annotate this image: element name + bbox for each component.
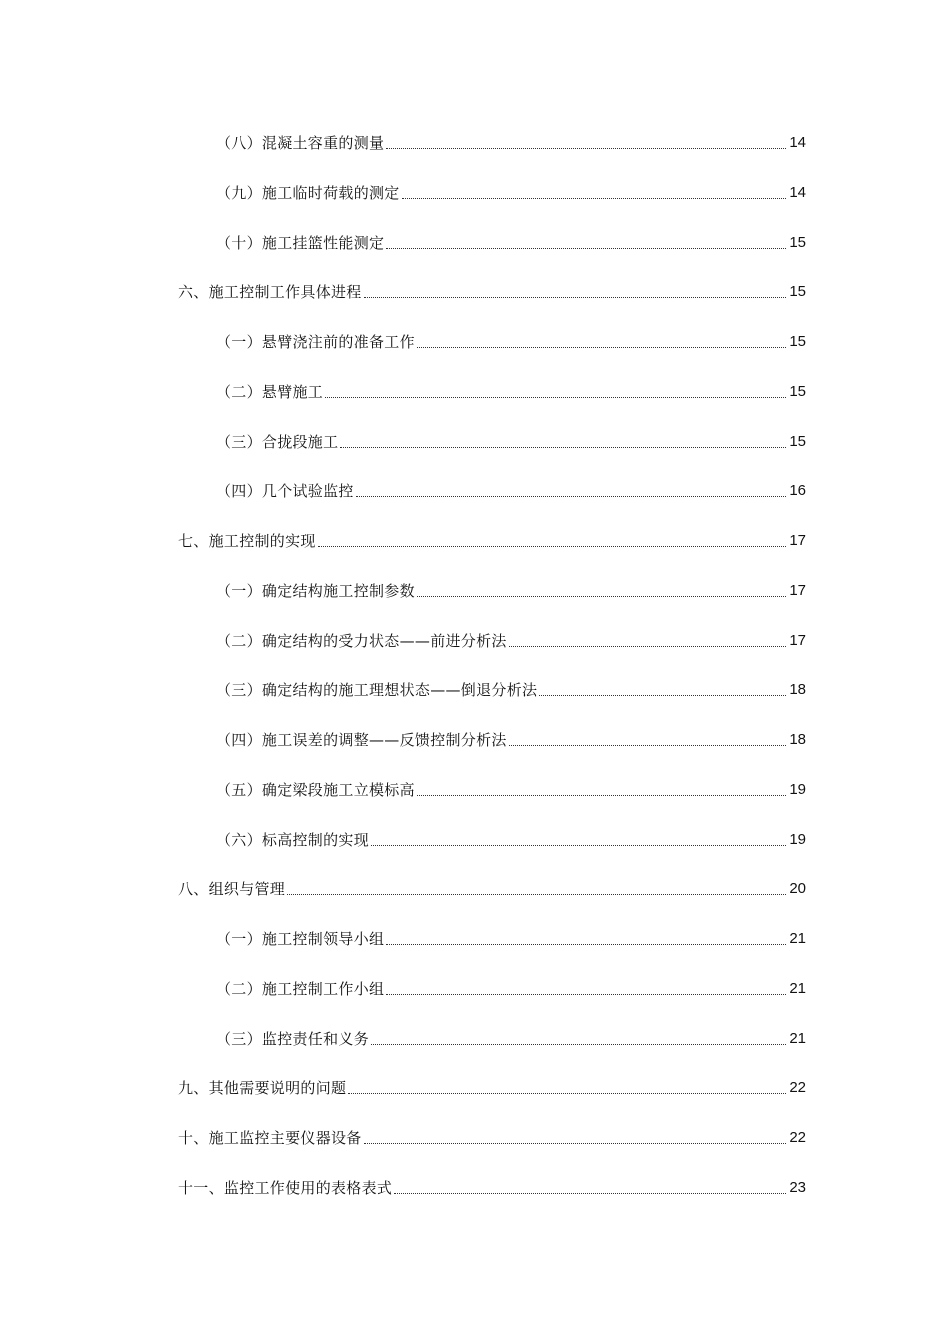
toc-entry-page-number: 21 [789, 980, 806, 997]
dot-leader [386, 980, 786, 998]
toc-entry[interactable] [216, 327, 806, 351]
toc-entry-page-number: 14 [789, 134, 806, 151]
toc-entry[interactable] [178, 277, 806, 301]
toc-entry[interactable] [216, 725, 806, 749]
dot-leader [417, 582, 786, 600]
toc-entry-label: （三）合拢段施工 [216, 433, 339, 451]
toc-entry[interactable] [216, 377, 806, 401]
toc-entry-page-number: 19 [789, 781, 806, 798]
toc-entry-label: （一）悬臂浇注前的准备工作 [216, 333, 415, 351]
toc-entry[interactable] [216, 825, 806, 849]
toc-entry[interactable] [216, 1024, 806, 1048]
toc-entry-label: （一）施工控制领导小组 [216, 930, 385, 948]
toc-entry[interactable] [178, 1173, 806, 1197]
dot-leader [371, 1030, 786, 1048]
toc-entry-page-number: 21 [789, 1030, 806, 1047]
dot-leader [325, 383, 786, 401]
dot-leader [417, 781, 786, 799]
toc-entry-page-number: 15 [789, 433, 806, 450]
toc-entry-page-number: 22 [789, 1079, 806, 1096]
toc-entry-label: （十）施工挂篮性能测定 [216, 234, 385, 252]
toc-entry-page-number: 15 [789, 234, 806, 251]
dot-leader [356, 482, 787, 500]
toc-entry-page-number: 14 [789, 184, 806, 201]
toc-entry-page-number: 19 [789, 831, 806, 848]
dot-leader [287, 880, 786, 898]
toc-entry-page-number: 17 [789, 532, 806, 549]
dot-leader [509, 731, 787, 749]
toc-entry[interactable] [216, 576, 806, 600]
toc-entry-label: 七、施工控制的实现 [178, 532, 316, 550]
toc-entry-page-number: 21 [789, 930, 806, 947]
dot-leader [364, 1129, 787, 1147]
toc-entry-page-number: 16 [789, 482, 806, 499]
toc-entry-label: （二）确定结构的受力状态——前进分析法 [216, 632, 507, 650]
dot-leader [318, 532, 787, 550]
toc-entry[interactable] [216, 128, 806, 152]
dot-leader [364, 283, 787, 301]
toc-entry-page-number: 20 [789, 880, 806, 897]
toc-entry[interactable] [178, 874, 806, 898]
toc-entry-label: 六、施工控制工作具体进程 [178, 283, 362, 301]
toc-entry-label: （五）确定梁段施工立模标高 [216, 781, 415, 799]
toc-entry[interactable] [216, 626, 806, 650]
toc-entry-label: （八）混凝土容重的测量 [216, 134, 385, 152]
toc-entry-page-number: 18 [789, 681, 806, 698]
toc-entry[interactable] [178, 526, 806, 550]
toc-entry-label: 九、其他需要说明的问题 [178, 1079, 347, 1097]
dot-leader [348, 1079, 786, 1097]
dot-leader [539, 681, 786, 699]
toc-entry[interactable] [216, 178, 806, 202]
toc-entry[interactable] [216, 974, 806, 998]
toc-entry[interactable] [216, 228, 806, 252]
dot-leader [509, 632, 787, 650]
toc-entry[interactable] [216, 427, 806, 451]
toc-entry-label: 八、组织与管理 [178, 880, 286, 898]
toc-entry[interactable] [178, 1123, 806, 1147]
toc-entry-label: （六）标高控制的实现 [216, 831, 370, 849]
toc-entry-page-number: 17 [789, 632, 806, 649]
dot-leader [386, 134, 786, 152]
toc-entry[interactable] [216, 476, 806, 500]
toc-entry-label: （一）确定结构施工控制参数 [216, 582, 415, 600]
toc-entry-label: 十、施工监控主要仪器设备 [178, 1129, 362, 1147]
toc-entry[interactable] [178, 1073, 806, 1097]
toc-entry-label: （四）施工误差的调整——反馈控制分析法 [216, 731, 507, 749]
toc-entry-label: （二）悬臂施工 [216, 383, 324, 401]
toc-entry-page-number: 22 [789, 1129, 806, 1146]
toc-entry-label: （九）施工临时荷载的测定 [216, 184, 400, 202]
toc-entry-page-number: 18 [789, 731, 806, 748]
dot-leader [417, 333, 786, 351]
toc-entry-label: （三）监控责任和义务 [216, 1030, 370, 1048]
toc-entry-page-number: 15 [789, 283, 806, 300]
dot-leader [371, 831, 786, 849]
toc-entry-page-number: 15 [789, 333, 806, 350]
toc-entry-page-number: 17 [789, 582, 806, 599]
dot-leader [402, 184, 787, 202]
toc-entry-page-number: 15 [789, 383, 806, 400]
toc-entry[interactable] [216, 675, 806, 699]
dot-leader [386, 234, 786, 252]
dot-leader [386, 930, 786, 948]
toc-entry-label: （四）几个试验监控 [216, 482, 354, 500]
toc-entry[interactable] [216, 924, 806, 948]
dot-leader [394, 1179, 786, 1197]
toc-entry-label: 十一、监控工作使用的表格表式 [178, 1179, 393, 1197]
toc-entry-page-number: 23 [789, 1179, 806, 1196]
toc-entry-label: （三）确定结构的施工理想状态——倒退分析法 [216, 681, 538, 699]
toc-entry-label: （二）施工控制工作小组 [216, 980, 385, 998]
dot-leader [340, 433, 786, 451]
toc-entry[interactable] [216, 775, 806, 799]
